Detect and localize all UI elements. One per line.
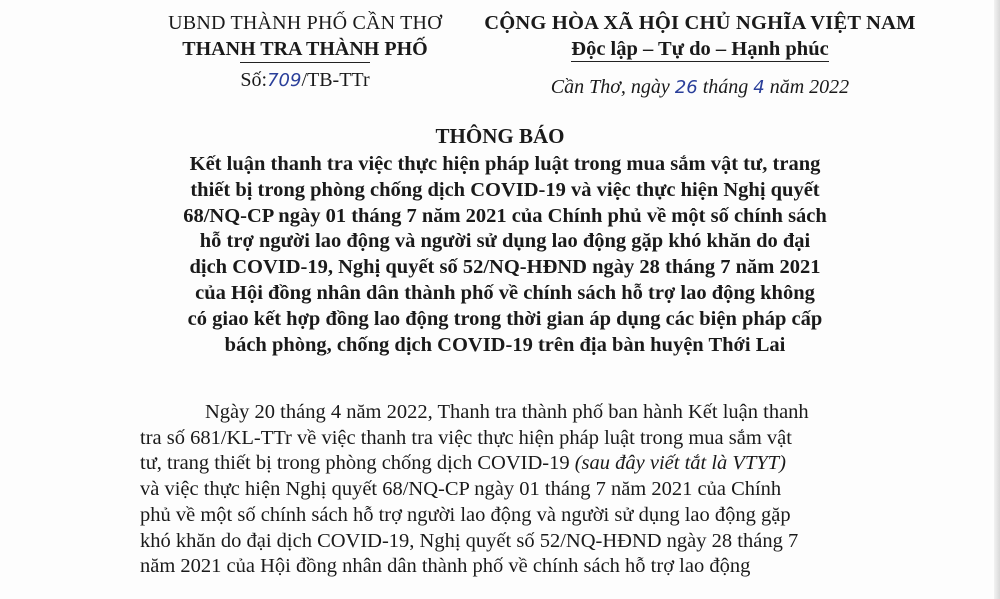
subject-line: có giao kết hợp đồng lao động trong thời gian áp dụng các biện pháp cấp [187, 307, 823, 330]
body-paragraph [140, 400, 940, 580]
number-prefix: Số: [240, 69, 268, 91]
photo-edge [994, 0, 1000, 599]
body-line: phủ về một số chính sách hỗ trợ người lao động và người sử dụng lao động gặp [140, 503, 791, 526]
national-header [465, 10, 935, 101]
agency-name: UBND THÀNH PHỐ CẦN THƠ [168, 12, 442, 34]
body-line: khó khăn do đại dịch COVID-19, Nghị quyết số 52/NQ-HĐND ngày 28 tháng 7 [140, 529, 799, 552]
department-name: THANH TRA THÀNH PHỐ [182, 38, 428, 60]
number-suffix: /TB-TTr [301, 69, 370, 91]
subject-line: bách phòng, chống dịch COVID-19 trên địa bàn huyện Thới Lai [224, 333, 786, 356]
handwritten-day: 26 [674, 77, 698, 98]
issue-dateline [465, 74, 935, 101]
document-subject [140, 152, 870, 358]
subject-line: của Hội đồng nhân dân thành phố về chính sách hỗ trợ lao động không [195, 281, 815, 304]
date-year: năm 2022 [769, 76, 850, 98]
date-month-word: tháng [702, 76, 749, 98]
body-line-text: tư, trang thiết bị trong phòng chống dịch COVID-19 [140, 452, 575, 475]
document-title: THÔNG BÁO [435, 124, 565, 148]
body-line: tra số 681/KL-TTr về việc thanh tra việc thực hiện pháp luật trong mua sắm vật [140, 426, 792, 449]
subject-line: dịch COVID-19, Nghị quyết số 52/NQ-HĐND ngày 28 tháng 7 năm 2021 [189, 256, 821, 279]
department-underline [240, 62, 370, 63]
subject-line: Kết luận thanh tra việc thực hiện pháp luật trong mua sắm vật tư, trang [189, 153, 821, 175]
nation-name: CỘNG HÒA XÃ HỘI CHỦ NGHĨA VIỆT NAM [484, 12, 916, 34]
body-line [140, 451, 940, 477]
subject-line: 68/NQ-CP ngày 01 tháng 7 năm 2021 của Chính phủ về một số chính sách [183, 204, 827, 227]
handwritten-number: 709 [267, 70, 302, 91]
date-prefix: Cần Thơ, ngày [550, 76, 670, 98]
body-line: và việc thực hiện Nghị quyết 68/NQ-CP ngày 01 tháng 7 năm 2021 của Chính [140, 478, 782, 501]
abbreviation-note: (sau đây viết tắt là VTYT) [574, 452, 786, 475]
national-motto [465, 36, 935, 62]
subject-line: hỗ trợ người lao động và người sử dụng lao động gặp khó khăn do đại [199, 230, 811, 253]
motto-text: Độc lập – Tự do – Hạnh phúc [571, 38, 829, 60]
subject-line: thiết bị trong phòng chống dịch COVID-19 và việc thực hiện Nghị quyết [190, 178, 820, 201]
document-number [150, 67, 460, 94]
handwritten-month: 4 [753, 77, 765, 98]
issuer-header [150, 10, 460, 94]
body-line: Ngày 20 tháng 4 năm 2022, Thanh tra thành phố ban hành Kết luận thanh [205, 401, 809, 423]
body-line: năm 2021 của Hội đồng nhân dân thành phố về chính sách hỗ trợ lao động [140, 555, 751, 578]
